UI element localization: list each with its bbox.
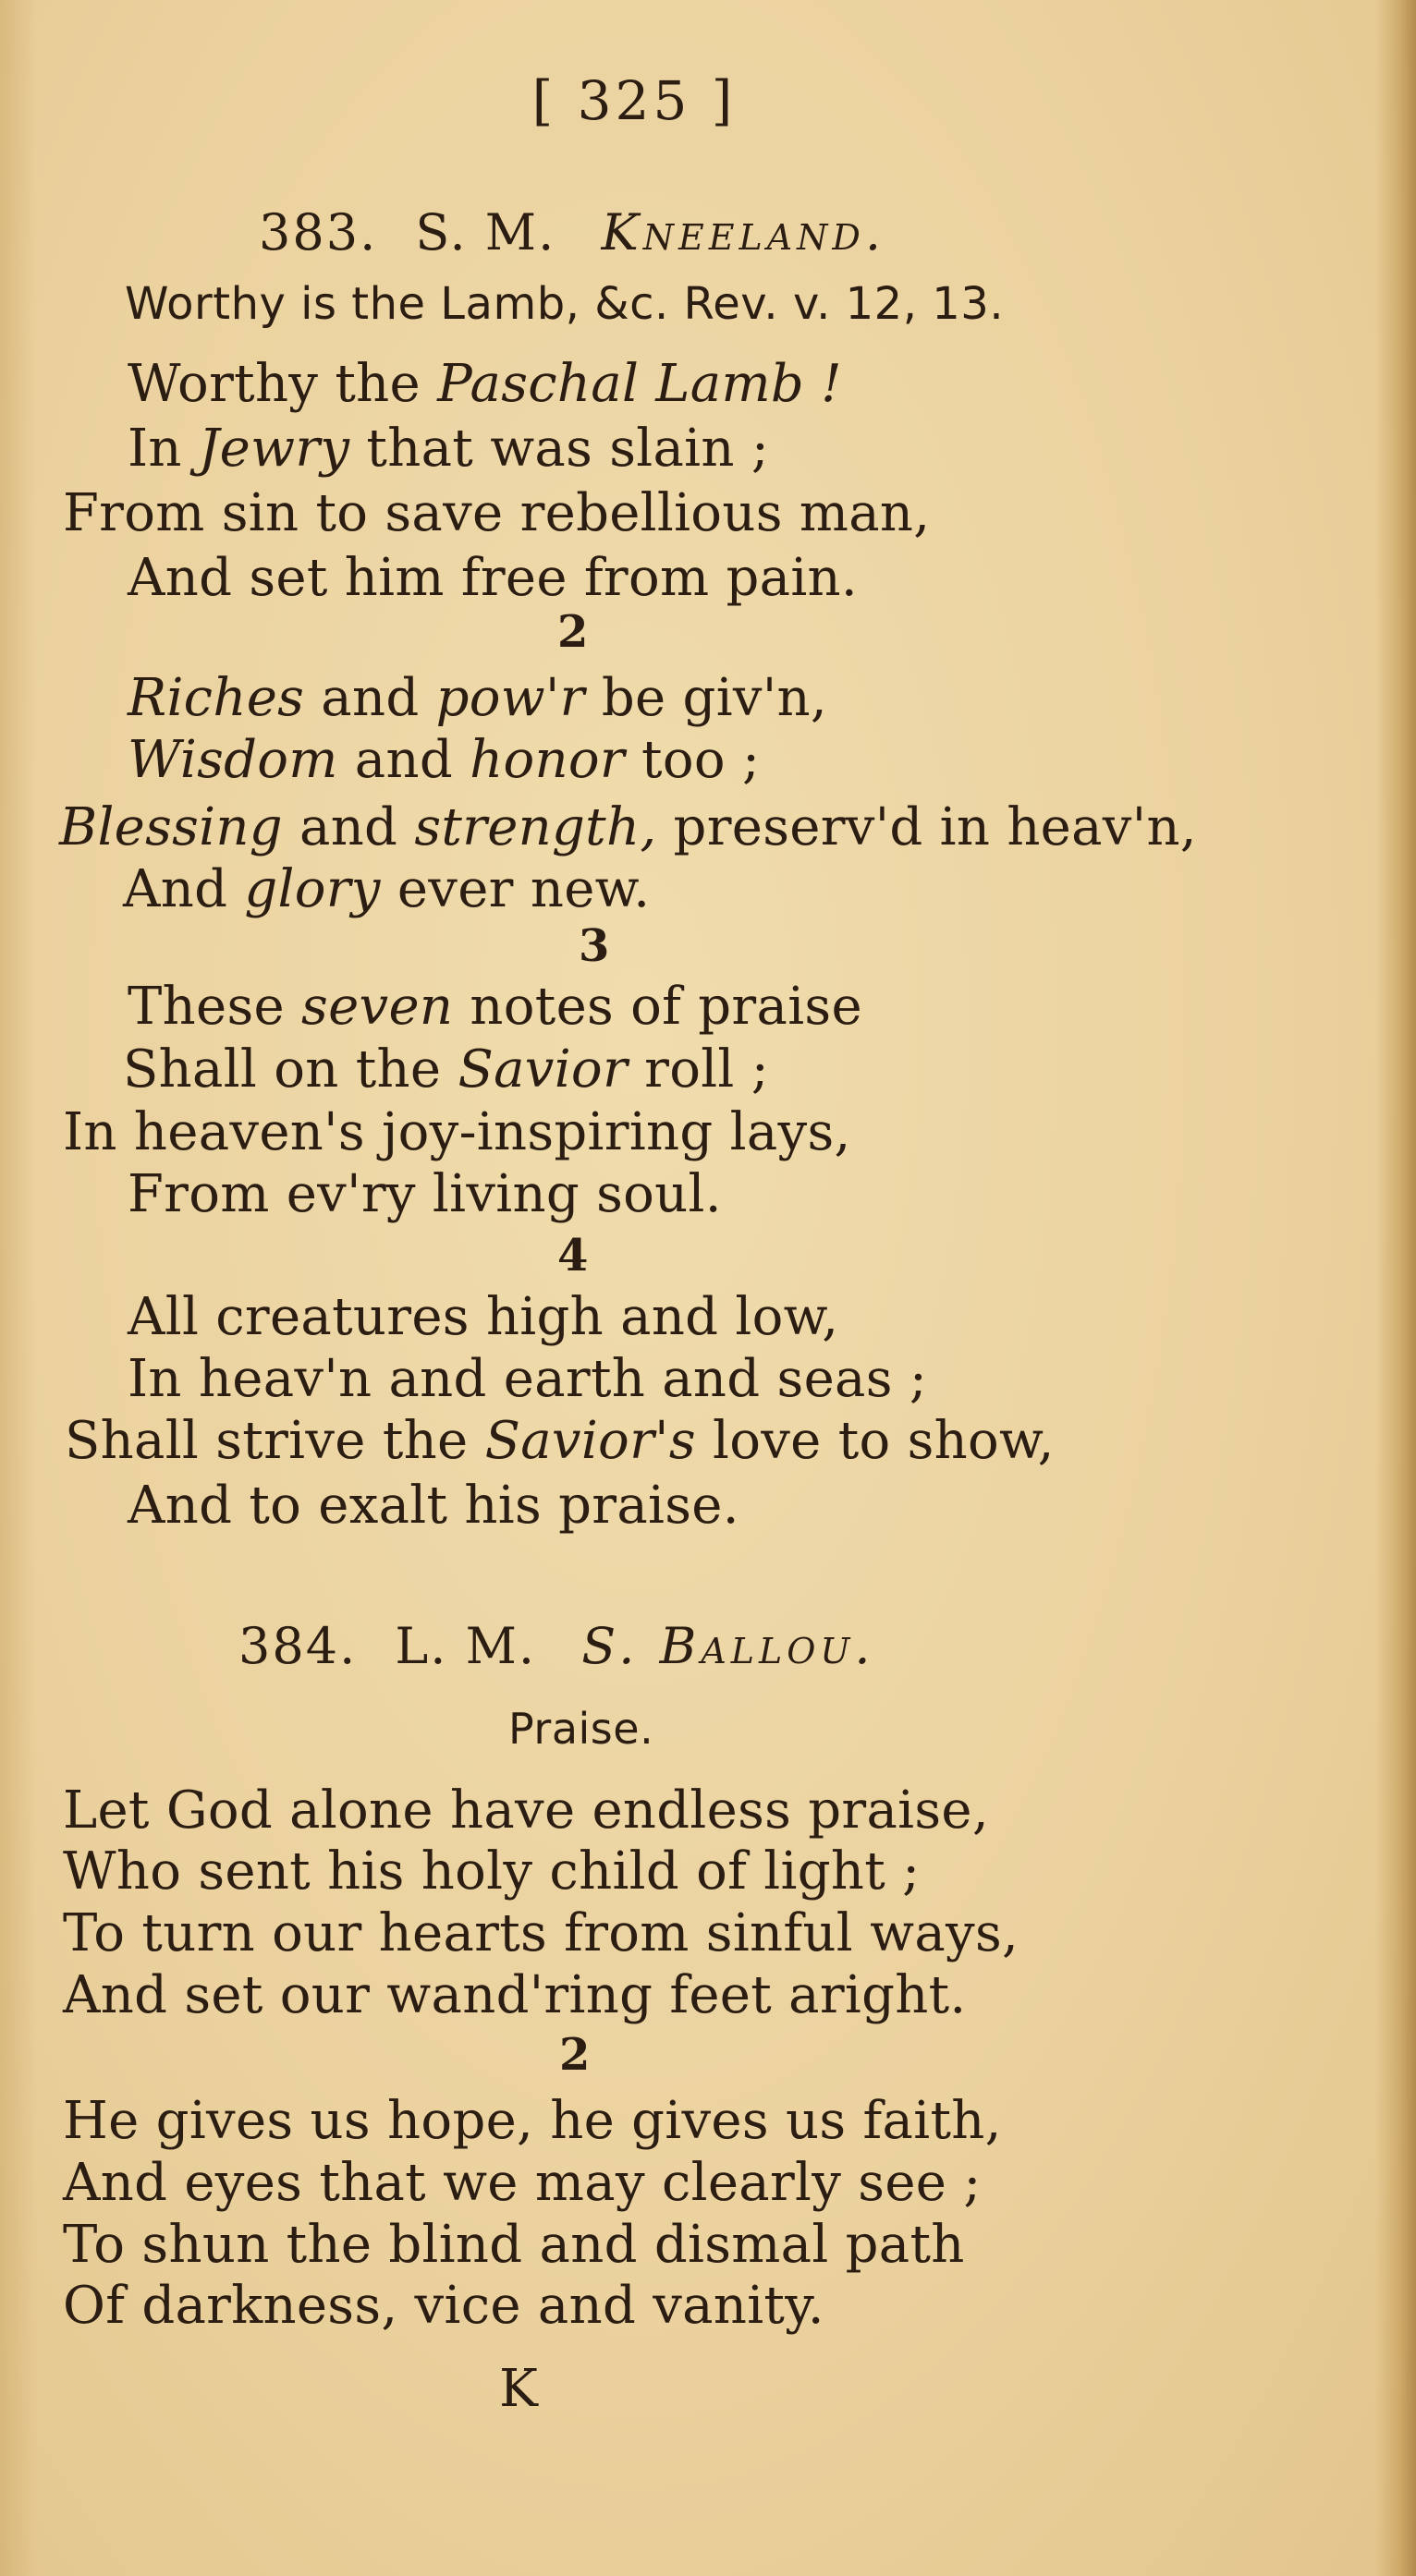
page-edge-left (0, 0, 37, 2576)
verse-line: And glory ever new. (123, 859, 651, 919)
hymn-383-header (259, 203, 886, 261)
hymn-meter: L. M. (395, 1617, 537, 1675)
verse-line: Blessing and strength, preserv'd in heav'n, (59, 797, 1197, 857)
verse-line: And eyes that we may clearly see ; (63, 2153, 982, 2213)
verse-line: From ev'ry living soul. (128, 1164, 722, 1224)
hymn-384-header (238, 1617, 875, 1675)
hymn-composer: S. Ballou. (581, 1617, 875, 1675)
verse-line: Shall on the Savior roll ; (123, 1039, 769, 1100)
verse-line: Worthy the Paschal Lamb ! (128, 354, 842, 414)
page-edge-right (1375, 0, 1416, 2576)
verse-line: Who sent his holy child of light ; (63, 1841, 921, 1902)
verse-line: Riches and pow'r be giv'n, (128, 668, 828, 728)
verse-line: In heaven's joy-inspiring lays, (63, 1102, 851, 1162)
verse-line: All creatures high and low, (128, 1287, 839, 1347)
verse-line: To shun the blind and dismal path (63, 2215, 965, 2275)
verse-line: Of darkness, vice and vanity. (63, 2276, 824, 2336)
hymn-number: 383. (259, 203, 378, 261)
verse-line: Let God alone have endless praise, (63, 1780, 989, 1841)
verse-line: And set our wand'ring feet aright. (63, 1965, 967, 2025)
verse-line: Wisdom and honor too ; (128, 730, 761, 790)
stanza-number: 2 (559, 2029, 591, 2081)
signature-mark: K (499, 2359, 538, 2419)
verse-line: From sin to save rebellious man, (63, 483, 931, 543)
stanza-number: 2 (557, 606, 589, 658)
verse-line: And to exalt his praise. (128, 1476, 739, 1536)
verse-line: He gives us hope, he gives us faith, (63, 2091, 1002, 2151)
stanza-number: 3 (579, 920, 610, 972)
stanza-number: 4 (557, 1230, 589, 1282)
hymn-composer: Kneeland. (601, 203, 886, 261)
hymn-383-subtitle: Worthy is the Lamb, &c. Rev. v. 12, 13. (125, 278, 1005, 330)
hymn-384-subtitle: Praise. (508, 1704, 654, 1754)
verse-line: These seven notes of praise (128, 977, 862, 1037)
hymn-number: 384. (238, 1617, 358, 1675)
verse-line: And set him free from pain. (128, 548, 859, 608)
verse-line: In Jewry that was slain ; (128, 419, 770, 479)
verse-line: Shall strive the Savior's love to show, (65, 1411, 1055, 1471)
verse-line: To turn our hearts from sinful ways, (63, 1903, 1019, 1963)
hymn-meter: S. M. (415, 203, 556, 261)
verse-line: In heav'n and earth and seas ; (128, 1349, 928, 1409)
page-number: [ 325 ] (531, 69, 737, 132)
